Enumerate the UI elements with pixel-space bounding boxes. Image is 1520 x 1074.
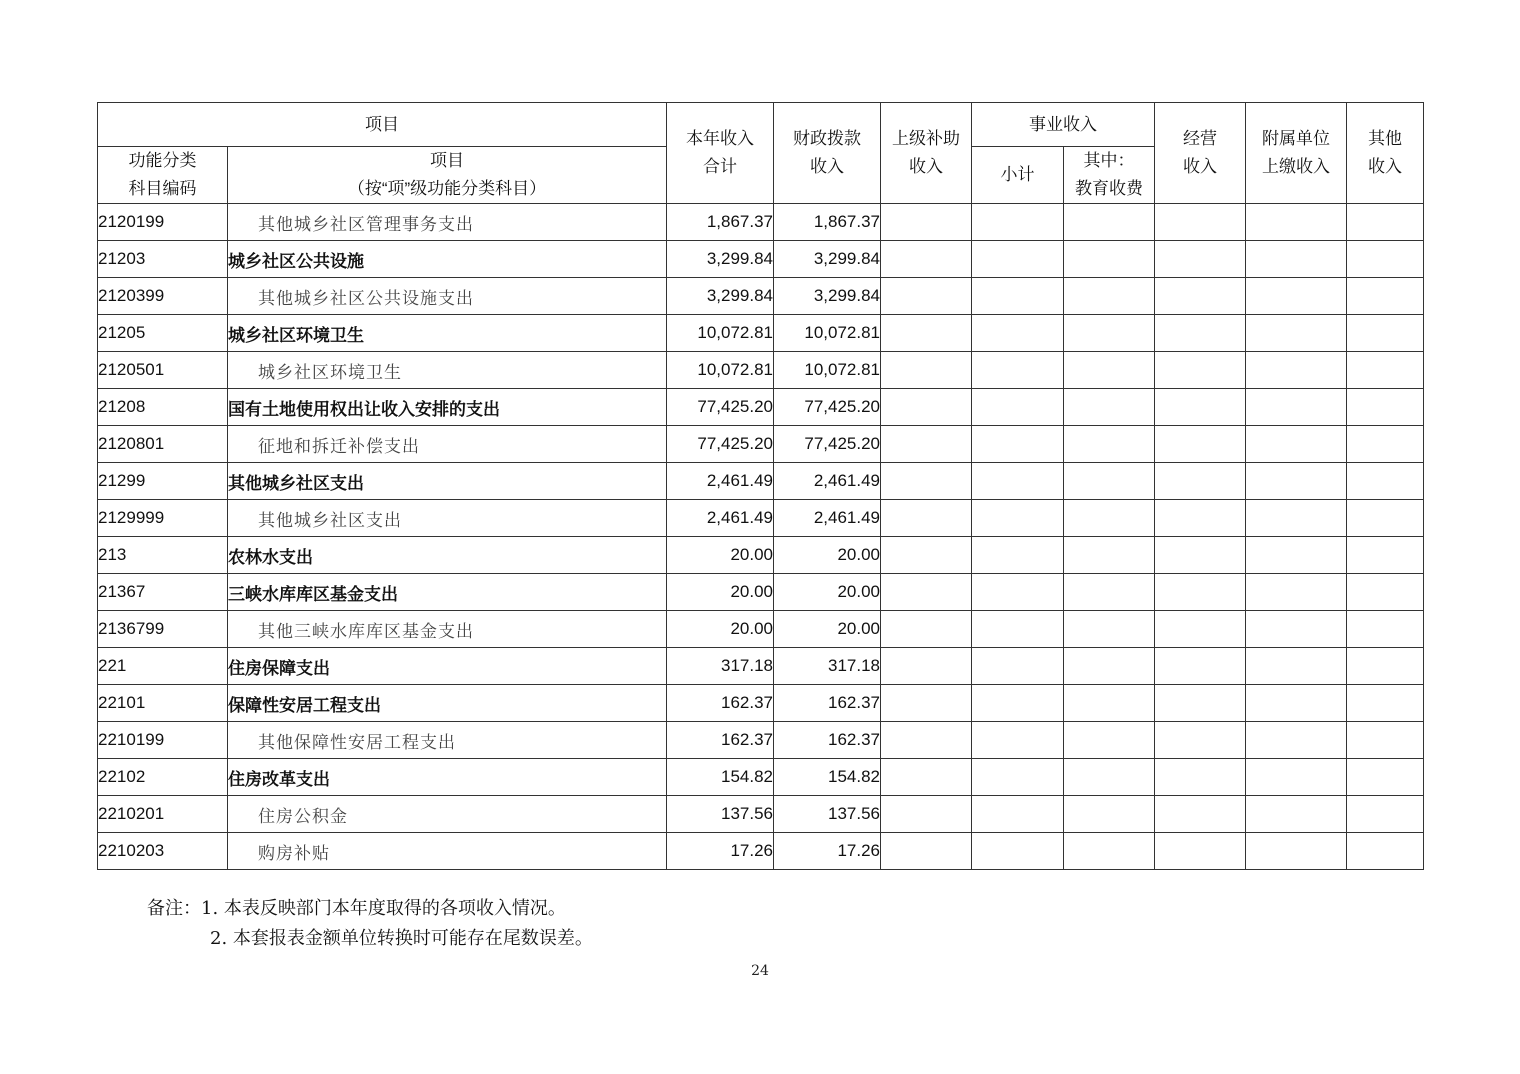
- cell-other-income: [1347, 537, 1424, 574]
- table-row: [98, 500, 1424, 537]
- cell-item-name: 农林水支出: [228, 537, 667, 574]
- cell-total-income: 10,072.81: [667, 352, 774, 389]
- cell-other-income: [1347, 759, 1424, 796]
- cell-item-name: 住房保障支出: [228, 648, 667, 685]
- cell-career-subtotal: [972, 574, 1064, 611]
- cell-item-name: 三峡水库库区基金支出: [228, 574, 667, 611]
- cell-other-income: [1347, 389, 1424, 426]
- cell-operating-income: [1155, 722, 1246, 759]
- cell-operating-income: [1155, 352, 1246, 389]
- cell-operating-income: [1155, 204, 1246, 241]
- cell-career-education-fee: [1064, 537, 1155, 574]
- cell-career-subtotal: [972, 315, 1064, 352]
- table-row: [98, 537, 1424, 574]
- cell-career-education-fee: [1064, 278, 1155, 315]
- cell-affiliate-income: [1246, 833, 1347, 870]
- table-row: [98, 463, 1424, 500]
- cell-item-name: 征地和拆迁补偿支出: [228, 426, 667, 463]
- cell-superior-subsidy: [881, 759, 972, 796]
- notes-label: 备注：: [147, 898, 201, 919]
- cell-superior-subsidy: [881, 648, 972, 685]
- cell-superior-subsidy: [881, 685, 972, 722]
- cell-superior-subsidy: [881, 278, 972, 315]
- cell-function-code: 2210199: [98, 722, 228, 759]
- cell-operating-income: [1155, 537, 1246, 574]
- cell-other-income: [1347, 241, 1424, 278]
- cell-career-education-fee: [1064, 574, 1155, 611]
- note-item-1: 1. 本表反映部门本年度取得的各项收入情况。: [201, 898, 566, 919]
- cell-superior-subsidy: [881, 722, 972, 759]
- cell-career-education-fee: [1064, 389, 1155, 426]
- header-fiscal-allocation: 财政拨款 收入: [774, 103, 881, 204]
- cell-affiliate-income: [1246, 611, 1347, 648]
- cell-function-code: 2136799: [98, 611, 228, 648]
- cell-career-education-fee: [1064, 500, 1155, 537]
- cell-total-income: 162.37: [667, 685, 774, 722]
- table-row: [98, 389, 1424, 426]
- table-row: [98, 648, 1424, 685]
- cell-fiscal-allocation: 20.00: [774, 537, 881, 574]
- cell-superior-subsidy: [881, 611, 972, 648]
- header-total-income: 本年收入 合计: [667, 103, 774, 204]
- cell-affiliate-income: [1246, 574, 1347, 611]
- cell-career-education-fee: [1064, 796, 1155, 833]
- table-row: [98, 685, 1424, 722]
- table-row: [98, 574, 1424, 611]
- table-row: [98, 278, 1424, 315]
- cell-total-income: 137.56: [667, 796, 774, 833]
- cell-function-code: 2129999: [98, 500, 228, 537]
- cell-total-income: 10,072.81: [667, 315, 774, 352]
- header-other-income: 其他 收入: [1347, 103, 1424, 204]
- cell-superior-subsidy: [881, 389, 972, 426]
- table-row: [98, 611, 1424, 648]
- cell-superior-subsidy: [881, 241, 972, 278]
- table-row: [98, 426, 1424, 463]
- cell-other-income: [1347, 796, 1424, 833]
- cell-total-income: 77,425.20: [667, 389, 774, 426]
- note-item-2: 2. 本套报表金额单位转换时可能存在尾数误差。: [210, 928, 593, 949]
- cell-affiliate-income: [1246, 537, 1347, 574]
- cell-fiscal-allocation: 77,425.20: [774, 389, 881, 426]
- cell-operating-income: [1155, 426, 1246, 463]
- cell-career-subtotal: [972, 278, 1064, 315]
- header-function-code: 功能分类 科目编码: [98, 147, 228, 204]
- cell-fiscal-allocation: 1,867.37: [774, 204, 881, 241]
- cell-career-subtotal: [972, 389, 1064, 426]
- cell-career-education-fee: [1064, 648, 1155, 685]
- cell-fiscal-allocation: 10,072.81: [774, 315, 881, 352]
- cell-total-income: 20.00: [667, 537, 774, 574]
- cell-career-education-fee: [1064, 759, 1155, 796]
- cell-function-code: 2210203: [98, 833, 228, 870]
- cell-total-income: 17.26: [667, 833, 774, 870]
- table-row: [98, 315, 1424, 352]
- cell-career-subtotal: [972, 722, 1064, 759]
- cell-item-name: 保障性安居工程支出: [228, 685, 667, 722]
- cell-career-subtotal: [972, 685, 1064, 722]
- cell-total-income: 317.18: [667, 648, 774, 685]
- header-superior-subsidy: 上级补助 收入: [881, 103, 972, 204]
- cell-item-name: 其他城乡社区支出: [228, 463, 667, 500]
- table-row: [98, 796, 1424, 833]
- cell-career-subtotal: [972, 500, 1064, 537]
- cell-function-code: 213: [98, 537, 228, 574]
- cell-career-education-fee: [1064, 833, 1155, 870]
- cell-affiliate-income: [1246, 463, 1347, 500]
- cell-affiliate-income: [1246, 722, 1347, 759]
- cell-fiscal-allocation: 162.37: [774, 685, 881, 722]
- cell-career-education-fee: [1064, 315, 1155, 352]
- cell-affiliate-income: [1246, 759, 1347, 796]
- cell-total-income: 2,461.49: [667, 463, 774, 500]
- cell-other-income: [1347, 833, 1424, 870]
- cell-item-name: 其他城乡社区公共设施支出: [228, 278, 667, 315]
- cell-fiscal-allocation: 17.26: [774, 833, 881, 870]
- cell-other-income: [1347, 574, 1424, 611]
- cell-fiscal-allocation: 137.56: [774, 796, 881, 833]
- table-header: [98, 103, 1424, 204]
- cell-function-code: 2120801: [98, 426, 228, 463]
- cell-item-name: 其他城乡社区支出: [228, 500, 667, 537]
- cell-superior-subsidy: [881, 537, 972, 574]
- cell-total-income: 3,299.84: [667, 278, 774, 315]
- cell-item-name: 其他三峡水库库区基金支出: [228, 611, 667, 648]
- cell-operating-income: [1155, 648, 1246, 685]
- cell-affiliate-income: [1246, 500, 1347, 537]
- cell-total-income: 162.37: [667, 722, 774, 759]
- cell-total-income: 20.00: [667, 574, 774, 611]
- cell-item-name: 住房改革支出: [228, 759, 667, 796]
- cell-item-name: 城乡社区公共设施: [228, 241, 667, 278]
- cell-superior-subsidy: [881, 463, 972, 500]
- note-row-2: [147, 924, 593, 954]
- cell-total-income: 20.00: [667, 611, 774, 648]
- cell-superior-subsidy: [881, 833, 972, 870]
- cell-function-code: 22102: [98, 759, 228, 796]
- cell-function-code: 21205: [98, 315, 228, 352]
- cell-item-name: 住房公积金: [228, 796, 667, 833]
- cell-operating-income: [1155, 796, 1246, 833]
- cell-total-income: 3,299.84: [667, 241, 774, 278]
- cell-career-education-fee: [1064, 426, 1155, 463]
- cell-career-education-fee: [1064, 352, 1155, 389]
- cell-function-code: 22101: [98, 685, 228, 722]
- cell-function-code: 221: [98, 648, 228, 685]
- income-table: [97, 102, 1424, 870]
- header-affiliate-income: 附属单位 上缴收入: [1246, 103, 1347, 204]
- cell-superior-subsidy: [881, 352, 972, 389]
- header-item-group: 项目: [98, 103, 667, 147]
- cell-affiliate-income: [1246, 241, 1347, 278]
- cell-affiliate-income: [1246, 204, 1347, 241]
- header-career-subtotal: 小计: [972, 147, 1064, 204]
- cell-function-code: 21367: [98, 574, 228, 611]
- cell-superior-subsidy: [881, 204, 972, 241]
- cell-career-subtotal: [972, 796, 1064, 833]
- cell-affiliate-income: [1246, 389, 1347, 426]
- cell-career-subtotal: [972, 241, 1064, 278]
- notes: [147, 894, 593, 954]
- cell-superior-subsidy: [881, 574, 972, 611]
- header-career-education-fee: 其中： 教育收费: [1064, 147, 1155, 204]
- cell-career-education-fee: [1064, 722, 1155, 759]
- cell-item-name: 城乡社区环境卫生: [228, 352, 667, 389]
- cell-career-subtotal: [972, 759, 1064, 796]
- cell-affiliate-income: [1246, 796, 1347, 833]
- cell-superior-subsidy: [881, 315, 972, 352]
- table-row: [98, 241, 1424, 278]
- cell-other-income: [1347, 278, 1424, 315]
- cell-function-code: 21203: [98, 241, 228, 278]
- cell-function-code: 21208: [98, 389, 228, 426]
- cell-career-subtotal: [972, 611, 1064, 648]
- cell-affiliate-income: [1246, 648, 1347, 685]
- cell-total-income: 1,867.37: [667, 204, 774, 241]
- cell-career-subtotal: [972, 426, 1064, 463]
- cell-superior-subsidy: [881, 796, 972, 833]
- cell-career-education-fee: [1064, 685, 1155, 722]
- cell-other-income: [1347, 722, 1424, 759]
- cell-function-code: 2120199: [98, 204, 228, 241]
- cell-career-subtotal: [972, 204, 1064, 241]
- cell-fiscal-allocation: 2,461.49: [774, 500, 881, 537]
- table-row: [98, 833, 1424, 870]
- cell-career-education-fee: [1064, 241, 1155, 278]
- cell-career-subtotal: [972, 352, 1064, 389]
- cell-other-income: [1347, 204, 1424, 241]
- cell-function-code: 2120399: [98, 278, 228, 315]
- header-career-income: 事业收入: [972, 103, 1155, 147]
- cell-fiscal-allocation: 3,299.84: [774, 241, 881, 278]
- table-row: [98, 722, 1424, 759]
- cell-operating-income: [1155, 315, 1246, 352]
- cell-item-name: 其他城乡社区管理事务支出: [228, 204, 667, 241]
- cell-item-name: 国有土地使用权出让收入安排的支出: [228, 389, 667, 426]
- cell-career-subtotal: [972, 463, 1064, 500]
- cell-career-subtotal: [972, 537, 1064, 574]
- cell-career-education-fee: [1064, 611, 1155, 648]
- cell-affiliate-income: [1246, 352, 1347, 389]
- cell-total-income: 2,461.49: [667, 500, 774, 537]
- table-row: [98, 759, 1424, 796]
- cell-total-income: 154.82: [667, 759, 774, 796]
- cell-function-code: 2120501: [98, 352, 228, 389]
- cell-fiscal-allocation: 2,461.49: [774, 463, 881, 500]
- cell-affiliate-income: [1246, 278, 1347, 315]
- header-item-name: 项目 （按“项”级功能分类科目）: [228, 147, 667, 204]
- cell-affiliate-income: [1246, 426, 1347, 463]
- table-row: [98, 352, 1424, 389]
- table-body: [98, 204, 1424, 870]
- cell-fiscal-allocation: 10,072.81: [774, 352, 881, 389]
- cell-operating-income: [1155, 574, 1246, 611]
- cell-operating-income: [1155, 500, 1246, 537]
- cell-operating-income: [1155, 611, 1246, 648]
- cell-superior-subsidy: [881, 500, 972, 537]
- cell-function-code: 21299: [98, 463, 228, 500]
- cell-fiscal-allocation: 20.00: [774, 574, 881, 611]
- cell-operating-income: [1155, 463, 1246, 500]
- cell-operating-income: [1155, 833, 1246, 870]
- cell-operating-income: [1155, 759, 1246, 796]
- cell-affiliate-income: [1246, 315, 1347, 352]
- cell-career-subtotal: [972, 833, 1064, 870]
- cell-fiscal-allocation: 20.00: [774, 611, 881, 648]
- cell-other-income: [1347, 648, 1424, 685]
- cell-item-name: 购房补贴: [228, 833, 667, 870]
- cell-function-code: 2210201: [98, 796, 228, 833]
- cell-fiscal-allocation: 317.18: [774, 648, 881, 685]
- cell-affiliate-income: [1246, 685, 1347, 722]
- cell-career-education-fee: [1064, 463, 1155, 500]
- cell-operating-income: [1155, 685, 1246, 722]
- cell-item-name: 其他保障性安居工程支出: [228, 722, 667, 759]
- cell-item-name: 城乡社区环境卫生: [228, 315, 667, 352]
- page-number: 24: [751, 963, 769, 979]
- cell-fiscal-allocation: 77,425.20: [774, 426, 881, 463]
- cell-other-income: [1347, 685, 1424, 722]
- cell-other-income: [1347, 500, 1424, 537]
- cell-career-subtotal: [972, 648, 1064, 685]
- header-operating-income: 经营 收入: [1155, 103, 1246, 204]
- cell-total-income: 77,425.20: [667, 426, 774, 463]
- cell-superior-subsidy: [881, 426, 972, 463]
- cell-other-income: [1347, 463, 1424, 500]
- cell-operating-income: [1155, 389, 1246, 426]
- table-row: [98, 204, 1424, 241]
- cell-other-income: [1347, 315, 1424, 352]
- cell-fiscal-allocation: 154.82: [774, 759, 881, 796]
- cell-fiscal-allocation: 3,299.84: [774, 278, 881, 315]
- cell-fiscal-allocation: 162.37: [774, 722, 881, 759]
- cell-operating-income: [1155, 278, 1246, 315]
- cell-other-income: [1347, 611, 1424, 648]
- cell-operating-income: [1155, 241, 1246, 278]
- cell-other-income: [1347, 426, 1424, 463]
- note-row-1: [147, 894, 593, 924]
- cell-other-income: [1347, 352, 1424, 389]
- cell-career-education-fee: [1064, 204, 1155, 241]
